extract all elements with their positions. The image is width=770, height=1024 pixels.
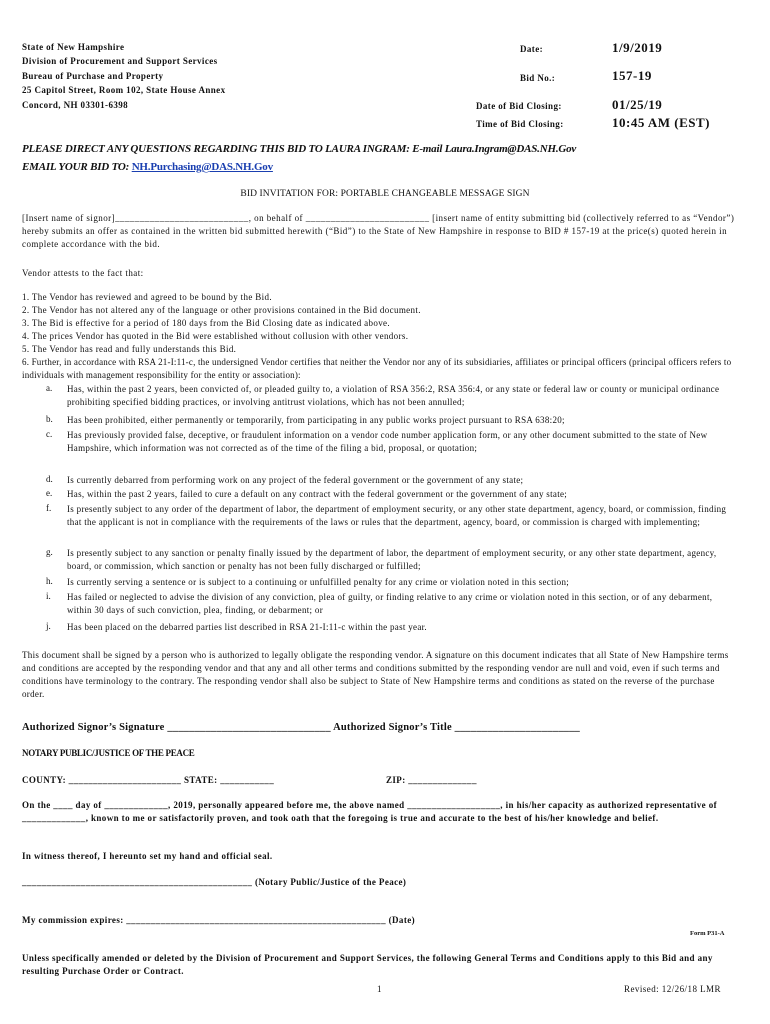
sub-item-text: Has, within the past 2 years, been convicted of, or pleaded guilty to, a violation of RSA 356:2, RSA 356:4, or any state or federal law or county or municipal ordinance prohibiting specified bidding practices, or involving antitrust violations, which has not been annulled; bbox=[67, 384, 720, 407]
notary-heading: NOTARY PUBLIC/JUSTICE OF THE PEACE bbox=[22, 748, 195, 758]
bid-no-value: 157-19 bbox=[612, 68, 652, 83]
list-item: 2. The Vendor has not altered any of the language or other provisions contained in the Bid document. bbox=[22, 305, 421, 315]
email-notice-prefix: EMAIL YOUR BID TO: bbox=[22, 161, 132, 173]
list-item-6: 6. Further, in accordance with RSA 21-I:11-c, the undersigned Vendor certifies that neither the Vendor nor any of its subsidiaries, affiliates or principal officers (principal officers refers to individuals with management responsibility for the entity or association): bbox=[22, 357, 732, 380]
oath-paragraph: On the ____ day of _____________, 2019, personally appeared before me, the above named ___________________, in his/her capacity as authorized representative of _____________, known to me or satisfactorily proven, and took oath that the foregoing is true and accurate to the best of his/her knowledge and belief. bbox=[22, 800, 717, 823]
bid-email-link[interactable]: NH.Purchasing@DAS.NH.Gov bbox=[131, 161, 273, 173]
sub-item-letter: i. bbox=[46, 591, 51, 601]
sub-item-letter: c. bbox=[46, 429, 53, 439]
revised-date: Revised: 12/26/18 LMR bbox=[624, 984, 721, 994]
closing-time-label: Time of Bid Closing: bbox=[476, 119, 564, 129]
closing-time-value: 10:45 AM (EST) bbox=[612, 115, 710, 130]
header-agency-line-2: Division of Procurement and Support Services bbox=[22, 56, 218, 66]
signature-line[interactable]: Authorized Signor’s Signature ______________________________ Authorized Signor’s Title _______________________ bbox=[22, 722, 580, 733]
list-item: 3. The Bid is effective for a period of 180 days from the Bid Closing date as indicated above. bbox=[22, 318, 390, 328]
form-code: Form P31-A bbox=[690, 930, 725, 937]
notary-signature-line[interactable]: _______________________________________________ (Notary Public/Justice of the Peace) bbox=[22, 877, 407, 887]
sub-item-text: Has been prohibited, either permanently or temporarily, from participating in any public works project pursuant to RSA 638:20; bbox=[67, 415, 565, 425]
sub-item-text: Has failed or neglected to advise the division of any conviction, plea of guilty, or finding relative to any crime or violation noted in this section, or of any debarment, within 30 days of such conviction, plea, finding, or debarment; or bbox=[67, 592, 713, 615]
sub-item-text: Has previously provided false, deceptive, or fraudulent information on a vendor code number application form, or any other document submitted to the state of New Hampshire, which information was not corrected as of the time of the filing a bid, proposal, or quotation; bbox=[67, 430, 708, 453]
sub-item-text: Is currently debarred from performing work on any project of the federal government or the government of any state; bbox=[67, 475, 524, 485]
commission-expires-line[interactable]: My commission expires: _____________________________________________________ (Date) bbox=[22, 915, 416, 925]
page-number: 1 bbox=[377, 984, 382, 994]
header-agency-line-1: State of New Hampshire bbox=[22, 42, 125, 52]
header-agency-line-5: Concord, NH 03301-6398 bbox=[22, 100, 129, 110]
list-item: 5. The Vendor has read and fully understands this Bid. bbox=[22, 344, 237, 354]
witness-line: In witness thereof, I hereunto set my hand and official seal. bbox=[22, 851, 273, 861]
list-item: 1. The Vendor has reviewed and agreed to be bound by the Bid. bbox=[22, 292, 272, 302]
sub-item-letter: f. bbox=[46, 503, 52, 513]
sub-item-text: Has been placed on the debarred parties list described in RSA 21-I:11-c within the past year. bbox=[67, 622, 427, 632]
bid-title: BID INVITATION FOR: PORTABLE CHANGEABLE MESSAGE SIGN bbox=[240, 189, 530, 199]
list-item: 4. The prices Vendor has quoted in the Bid were established without collusion with other vendors. bbox=[22, 331, 409, 341]
sub-item-letter: g. bbox=[46, 547, 53, 557]
attests-line: Vendor attests to the fact that: bbox=[22, 268, 144, 278]
sub-item-letter: h. bbox=[46, 576, 53, 586]
questions-notice: PLEASE DIRECT ANY QUESTIONS REGARDING THIS BID TO LAURA INGRAM: E-mail Laura.Ingram@DAS.NH.Gov bbox=[22, 143, 577, 155]
zip-line[interactable]: ZIP: ______________ bbox=[386, 775, 477, 785]
sub-item-letter: b. bbox=[46, 414, 53, 424]
header-agency-line-3: Bureau of Purchase and Property bbox=[22, 71, 164, 81]
closing-date-label: Date of Bid Closing: bbox=[476, 101, 562, 111]
county-state-line[interactable]: COUNTY: _______________________ STATE: ___________ bbox=[22, 775, 275, 785]
sub-item-letter: e. bbox=[46, 488, 53, 498]
closing-date-value: 01/25/19 bbox=[612, 97, 663, 112]
date-label: Date: bbox=[520, 44, 543, 54]
sub-item-text: Is presently subject to any order of the department of labor, the department of employment security, or any other state department, agency, board, or commission, finding that the applicant is not in compliance with the requirements of the laws or rules that the department, agency, board, or commission is charged with implementing; bbox=[67, 504, 727, 527]
intro-paragraph: [Insert name of signor]___________________________, on behalf of _________________________ [insert name of entity submitting bid (collectively referred to as “Vendor”) hereby submits an offer as contained in the written bid submitted herewith (“Bid”) to the State of New Hampshire in response to BID # 157-19 at the price(s) quoted herein in complete accordance with the bid. bbox=[22, 213, 735, 249]
header-agency-line-4: 25 Capitol Street, Room 102, State House Annex bbox=[22, 85, 226, 95]
date-value: 1/9/2019 bbox=[612, 40, 663, 55]
sub-item-letter: j. bbox=[46, 621, 51, 631]
sub-item-text: Has, within the past 2 years, failed to cure a default on any contract with the federal government or the government of any state; bbox=[67, 489, 568, 499]
sub-item-letter: a. bbox=[46, 383, 53, 393]
sub-item-text: Is presently subject to any sanction or penalty finally issued by the department of labor, the department of employment security, or any other state department, agency, board, or commission, which sanction or penalty has not been fully discharged or fulfilled; bbox=[67, 548, 717, 571]
email-notice bbox=[22, 161, 273, 173]
terms-footer-paragraph: Unless specifically amended or deleted by the Division of Procurement and Support Services, the following General Terms and Conditions apply to this Bid and any resulting Purchase Order or Contract. bbox=[22, 953, 713, 976]
sub-item-letter: d. bbox=[46, 474, 53, 484]
signature-paragraph: This document shall be signed by a person who is authorized to legally obligate the responding vendor. A signature on this document indicates that all State of New Hampshire terms and conditions are accepted by the responding vendor and that any and all other terms and conditions submitted by the responding vendor are null and void, even if such terms and conditions have terminology to the contrary. The responding vendor shall also be subject to State of New Hampshire terms and conditions as stated on the reverse of the purchase order. bbox=[22, 650, 729, 699]
bid-no-label: Bid No.: bbox=[520, 73, 556, 83]
sub-item-text: Is currently serving a sentence or is subject to a continuing or unfulfilled penalty for any crime or violation noted in this section; bbox=[67, 577, 570, 587]
